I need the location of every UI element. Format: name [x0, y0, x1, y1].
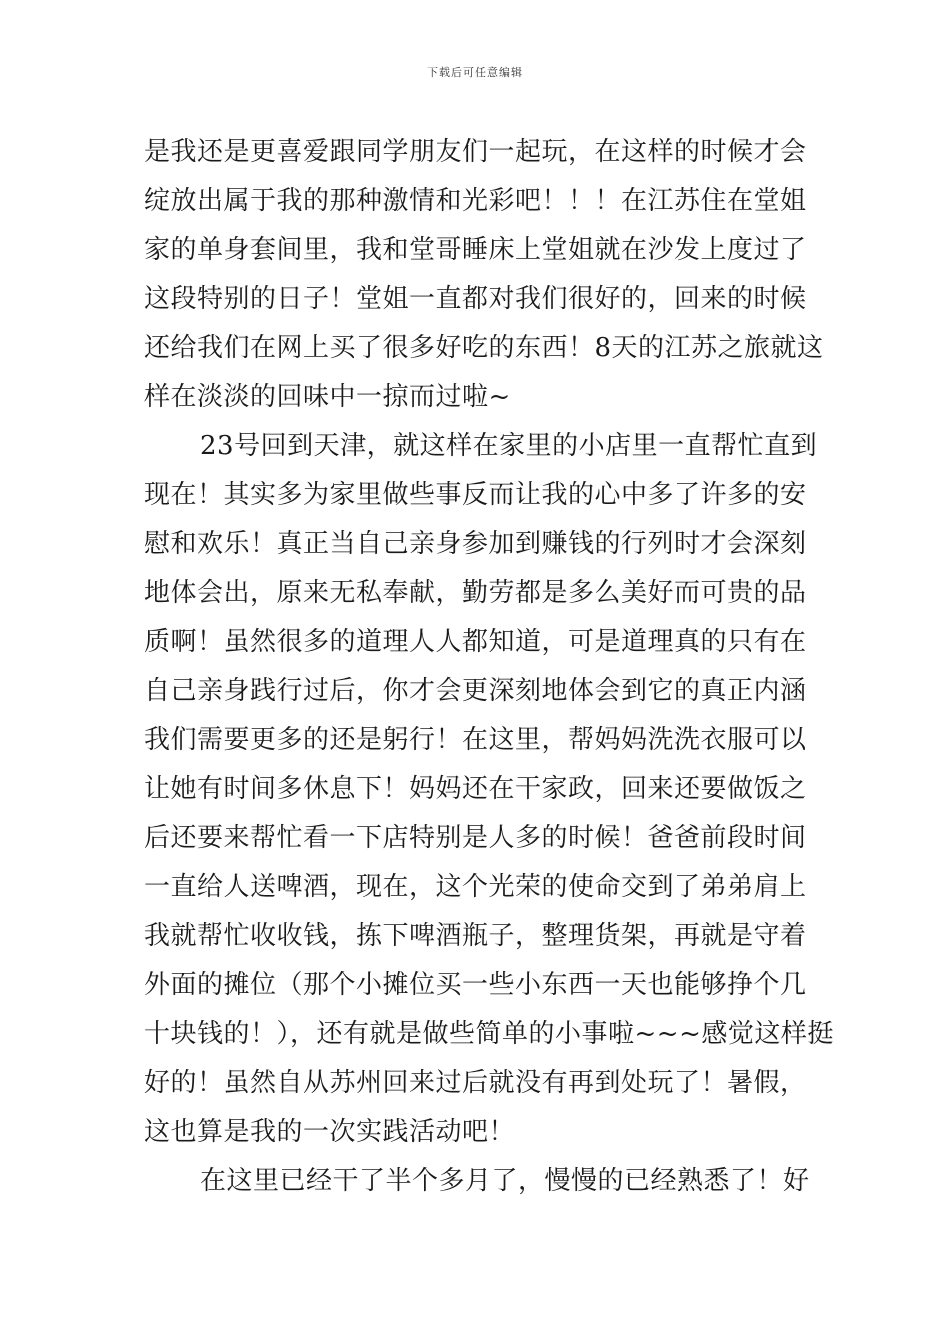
- text-line: 是我还是更喜爱跟同学朋友们一起玩，在这样的时候才会: [144, 137, 807, 167]
- text-line: 还给我们在网上买了很多好吃的东西！8天的江苏之旅就这: [144, 333, 824, 363]
- text-line: 质啊！虽然很多的道理人人都知道，可是道理真的只有在: [144, 627, 807, 657]
- text-line: 让她有时间多休息下！妈妈还在干家政，回来还要做饭之: [144, 774, 807, 804]
- text-line: 外面的摊位（那个小摊位买一些小东西一天也能够挣个几: [144, 970, 807, 1000]
- text-line: 十块钱的！），还有就是做些简单的小事啦~~~感觉这样挺: [144, 1019, 834, 1049]
- paragraph: [144, 422, 834, 1157]
- text-line: 家的单身套间里，我和堂哥睡床上堂姐就在沙发上度过了: [144, 235, 807, 265]
- text-line: 好的！虽然自从苏州回来过后就没有再到处玩了！暑假，: [144, 1068, 807, 1098]
- body-text: [144, 128, 834, 1206]
- text-line: 在这里已经干了半个多月了，慢慢的已经熟悉了！好: [200, 1166, 810, 1196]
- text-line: 自己亲身践行过后，你才会更深刻地体会到它的真正内涵: [144, 676, 807, 706]
- text-line: 23号回到天津，就这样在家里的小店里一直帮忙直到: [200, 431, 818, 461]
- text-line: 我们需要更多的还是躬行！在这里，帮妈妈洗洗衣服可以: [144, 725, 807, 755]
- text-line: 慰和欢乐！真正当自己亲身参加到赚钱的行列时才会深刻: [144, 529, 807, 559]
- text-line: 这也算是我的一次实践活动吧！: [144, 1117, 516, 1147]
- paragraph: [144, 128, 824, 422]
- page-header: 下载后可任意编辑: [427, 66, 523, 79]
- text-line: 样在淡淡的回味中一掠而过啦~: [144, 382, 511, 412]
- text-line: 后还要来帮忙看一下店特别是人多的时候！爸爸前段时间: [144, 823, 807, 853]
- text-line: 现在！其实多为家里做些事反而让我的心中多了许多的安: [144, 480, 807, 510]
- text-line: 绽放出属于我的那种激情和光彩吧！！！在江苏住在堂姐: [144, 186, 807, 216]
- paragraph: [144, 1157, 810, 1206]
- text-line: 一直给人送啤酒，现在，这个光荣的使命交到了弟弟肩上: [144, 872, 807, 902]
- text-line: 这段特别的日子！堂姐一直都对我们很好的，回来的时候: [144, 284, 807, 314]
- text-line: 地体会出，原来无私奉献，勤劳都是多么美好而可贵的品: [144, 578, 807, 608]
- text-line: 我就帮忙收收钱，拣下啤酒瓶子，整理货架，再就是守着: [144, 921, 807, 951]
